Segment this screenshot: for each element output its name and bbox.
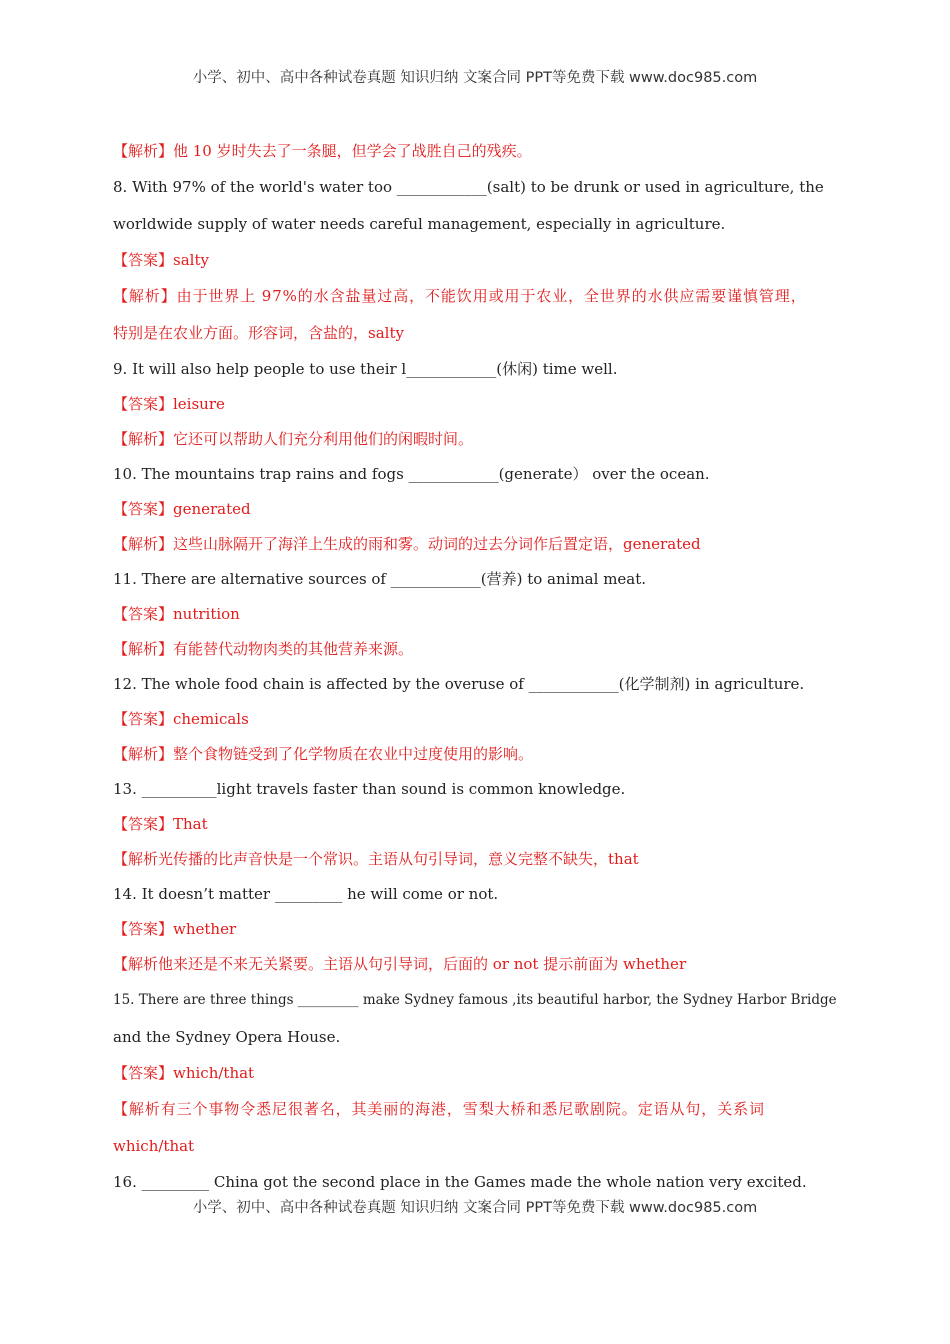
analysis-line: 【解析光传播的比声音快是一个常识。主语从句引导词，意义完整不缺失，that [113, 850, 639, 868]
question-line: 8. With 97% of the world's water too ____________(salt) to be drunk or used in agriculture, the [113, 178, 824, 196]
question-line: 9. It will also help people to use their l____________(休闲) time well. [113, 360, 618, 378]
page-header: 小学、初中、高中各种试卷真题 知识归纳 文案合同 PPT等免费下载 www.doc985.com [192, 70, 758, 86]
analysis-line: 【解析】这些山脉隔开了海洋上生成的雨和雾。动词的过去分词作后置定语，generated [113, 535, 701, 553]
question-line: 10. The mountains trap rains and fogs ____________(generate） over the ocean. [113, 465, 710, 483]
answer-line: 【答案】whether [113, 920, 237, 938]
answer-line: 【答案】nutrition [113, 605, 240, 623]
analysis-line: 【解析有三个事物令悉尼很著名，其美丽的海港，雪梨大桥和悉尼歌剧院。定语从句，关系词 [113, 1100, 765, 1118]
analysis-line: 【解析】它还可以帮助人们充分利用他们的闲暇时间。 [113, 430, 474, 448]
question-line: 14. It doesn’t matter _________ he will come or not. [113, 885, 499, 903]
analysis-line: 【解析他来还是不来无关紧要。主语从句引导词，后面的 or not 提示前面为 whether [113, 955, 687, 973]
question-line: 15. There are three things _________ make Sydney famous ,its beautiful harbor, the Sydney Harbor Bridge [113, 992, 837, 1008]
question-line: and the Sydney Opera House. [113, 1028, 341, 1046]
page-footer: 小学、初中、高中各种试卷真题 知识归纳 文案合同 PPT等免费下载 www.doc985.com [192, 1200, 758, 1216]
answer-line: 【答案】which/that [113, 1064, 255, 1082]
analysis-line: 特别是在农业方面。形容词，含盐的，salty [113, 324, 404, 342]
answer-line: 【答案】leisure [113, 395, 225, 413]
analysis-line: 【解析】由于世界上 97%的水含盐量过高，不能饮用或用于农业，全世界的水供应需要谨慎管理， [113, 287, 807, 305]
question-line: 12. The whole food chain is affected by the overuse of ____________(化学制剂) in agriculture. [113, 675, 805, 693]
answer-line: 【答案】That [113, 815, 208, 833]
document-body [113, 134, 839, 1200]
analysis-line: which/that [113, 1137, 195, 1155]
answer-line: 【答案】salty [113, 251, 209, 269]
answer-line: 【答案】chemicals [113, 710, 249, 728]
analysis-line: 【解析】整个食物链受到了化学物质在农业中过度使用的影响。 [113, 745, 534, 763]
question-line: worldwide supply of water needs careful management, especially in agriculture. [113, 215, 726, 233]
question-line: 13. __________light travels faster than sound is common knowledge. [113, 780, 626, 798]
question-line: 16. _________ China got the second place in the Games made the whole nation very excited. [113, 1173, 807, 1191]
answer-line: 【答案】generated [113, 500, 251, 518]
analysis-line: 【解析】他 10 岁时失去了一条腿，但学会了战胜自己的残疾。 [113, 142, 532, 160]
question-line: 11. There are alternative sources of ____________(营养) to animal meat. [113, 570, 647, 588]
analysis-line: 【解析】有能替代动物肉类的其他营养来源。 [113, 640, 414, 658]
